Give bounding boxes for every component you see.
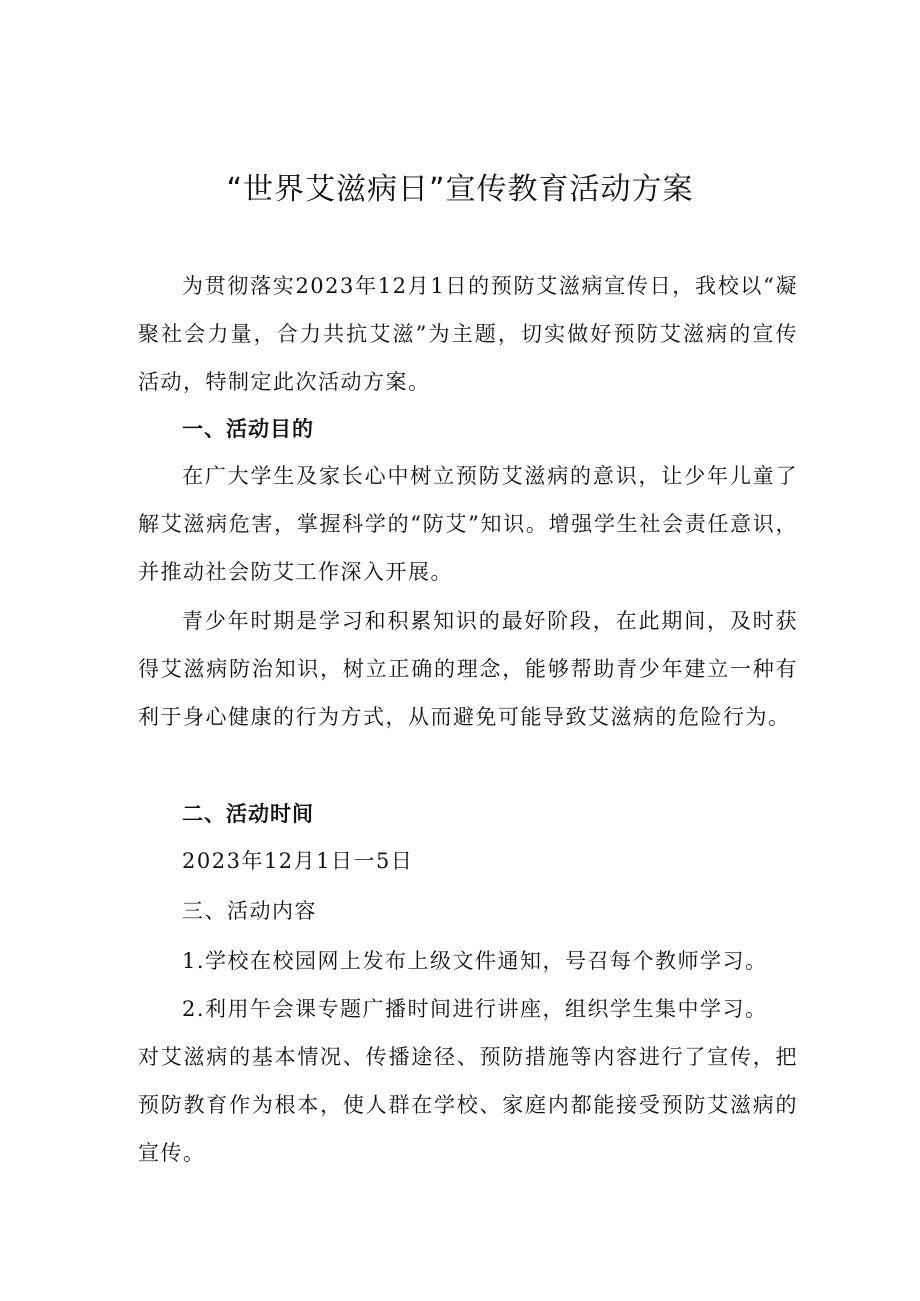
section-heading-purpose: 一、活动目的	[182, 417, 314, 441]
intro-paragraph: 为贯彻落实2023年12月1日的预防艾滋病宣传日，我校以“凝聚社会力量，合力共抗艾滋”为主题，切实做好预防艾滋病的宣传活动，特制定此次活动方案。	[138, 274, 798, 394]
document-title: “世界艾滋病日”宣传教育活动方案	[226, 172, 694, 207]
content-item-2: 2.利用午会课专题广播时间进行讲座，组织学生集中学习。	[182, 997, 768, 1021]
section-heading-time: 二、活动时间	[182, 802, 314, 826]
content-item-2-continuation: 对艾滋病的基本情况、传播途径、预防措施等内容进行了宣传，把预防教育作为根本，使人群在学校、家庭内都能接受预防艾滋病的宣传。	[138, 1045, 798, 1165]
purpose-paragraph-2: 青少年时期是学习和积累知识的最好阶段，在此期间，及时获得艾滋病防治知识，树立正确的理念，能够帮助青少年建立一种有利于身心健康的行为方式，从而避免可能导致艾滋病的危险行为。	[138, 609, 798, 729]
content-item-1: 1.学校在校园网上发布上级文件通知，号召每个教师学习。	[182, 949, 768, 973]
purpose-paragraph-1: 在广大学生及家长心中树立预防艾滋病的意识，让少年儿童了解艾滋病危害，掌握科学的“防艾”知识。增强学生社会责任意识，并推动社会防艾工作深入开展。	[138, 464, 798, 584]
activity-time-text: 2023年12月1日一5日	[182, 849, 414, 873]
section-heading-content: 三、活动内容	[182, 899, 317, 923]
